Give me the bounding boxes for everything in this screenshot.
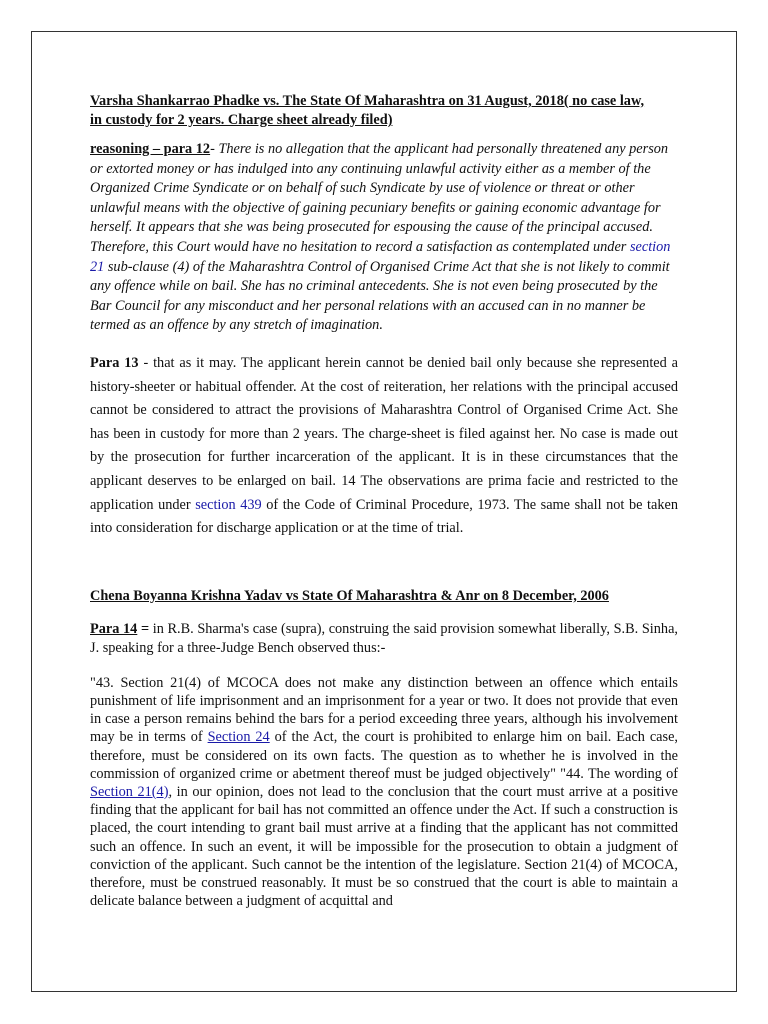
quote-paragraph: "43. Section 21(4) of MCOCA does not make any distinction between an offence which entails punishment of life imprisonment and an imprisonment for a year or two. It does not provide that even in case a person remains behind the bars for a period exceeding three years, although his involvement may be in terms of Section 24 of the Act, the court is prohibited to enlarge him on bail. Each case, therefore, must be considered on its own facts. The question as to whether he is involved in the commission of organized crime or abetment thereof must be judged objectively" "44. The wording of Section 21(4), in our opinion, does not lead to the conclusion that the court must arrive at a positive finding that the applicant for bail has not committed an offence under the Act. If such a construction is placed, the court intending to grant bail must arrive at a finding that the applicant has not committed such an offence. In such an event, it will be impossible for the prosecution to obtain a judgment of conviction of the applicant. Such cannot be the intention of the legislature. Section 21(4) of MCOCA, therefore, must be construed reasonably. It must be so construed that the court is able to maintain a delicate balance between a judgment of acquittal and	[90, 674, 678, 910]
case1-heading: Varsha Shankarrao Phadke vs. The State Of Maharashtra on 31 August, 2018( no case law, in custody for 2 years. Charge sheet already filed)	[90, 93, 645, 128]
reasoning-paragraph: reasoning – para 12- There is no allegation that the applicant had personally threatened any person or extorted money or has indulged into any continuing unlawful activity either as a member of the Organized Crime Syndicate or on behalf of such Syndicate by use of violence or threat or other unlawful means with the objective of gaining pecuniary benefits or gaining economic advantage for herself. It appears that she was being prosecuted for espousing the cause of the principal accused. Therefore, this Court would have no hesitation to record a satisfaction as contemplated under section 21 sub-clause (4) of the Maharashtra Control of Organised Crime Act that she is not likely to commit any offence while on bail. She has no criminal antecedents. She is not even being prosecuted by the Bar Council for any misconduct and her personal relations with an accused can in no manner be termed as an offence by any stretch of imagination.	[90, 141, 671, 334]
para13-label: Para 13	[90, 354, 139, 371]
case2-heading: Chena Boyanna Krishna Yadav vs State Of Maharashtra & Anr on 8 December, 2006	[90, 587, 609, 604]
section-21-4-link[interactable]: Section 21(4)	[90, 783, 169, 800]
para14-label: Para 14	[90, 620, 138, 637]
document-body	[90, 92, 678, 910]
section-24-link[interactable]: Section 24	[207, 729, 270, 746]
section-439-link[interactable]: section 439	[195, 496, 262, 513]
reasoning-label: reasoning – para 12	[90, 141, 211, 157]
para13-paragraph: Para 13 - that as it may. The applicant herein cannot be denied bail only because she represented a history-sheeter or habitual offender. At the cost of reiteration, her relations with the principal accused cannot be considered to attract the provisions of Maharashtra Control of Organised Crime Act. She has been in custody for more than 2 years. The charge-sheet is filed against her. No case is made out by the prosecution for further incarceration of the applicant. It is in these circumstances that the applicant deserves to be enlarged on bail. 14 The observations are prima facie and restricted to the application under section 439 of the Code of Criminal Procedure, 1973. The same shall not be taken into consideration for discharge application or at the time of trial.	[90, 354, 679, 537]
para14-paragraph: Para 14 = in R.B. Sharma's case (supra), construing the said provision somewhat liberally, S.B. Sinha, J. speaking for a three-Judge Bench observed thus:-	[90, 620, 678, 656]
section-21-link[interactable]: section 21	[90, 238, 671, 275]
